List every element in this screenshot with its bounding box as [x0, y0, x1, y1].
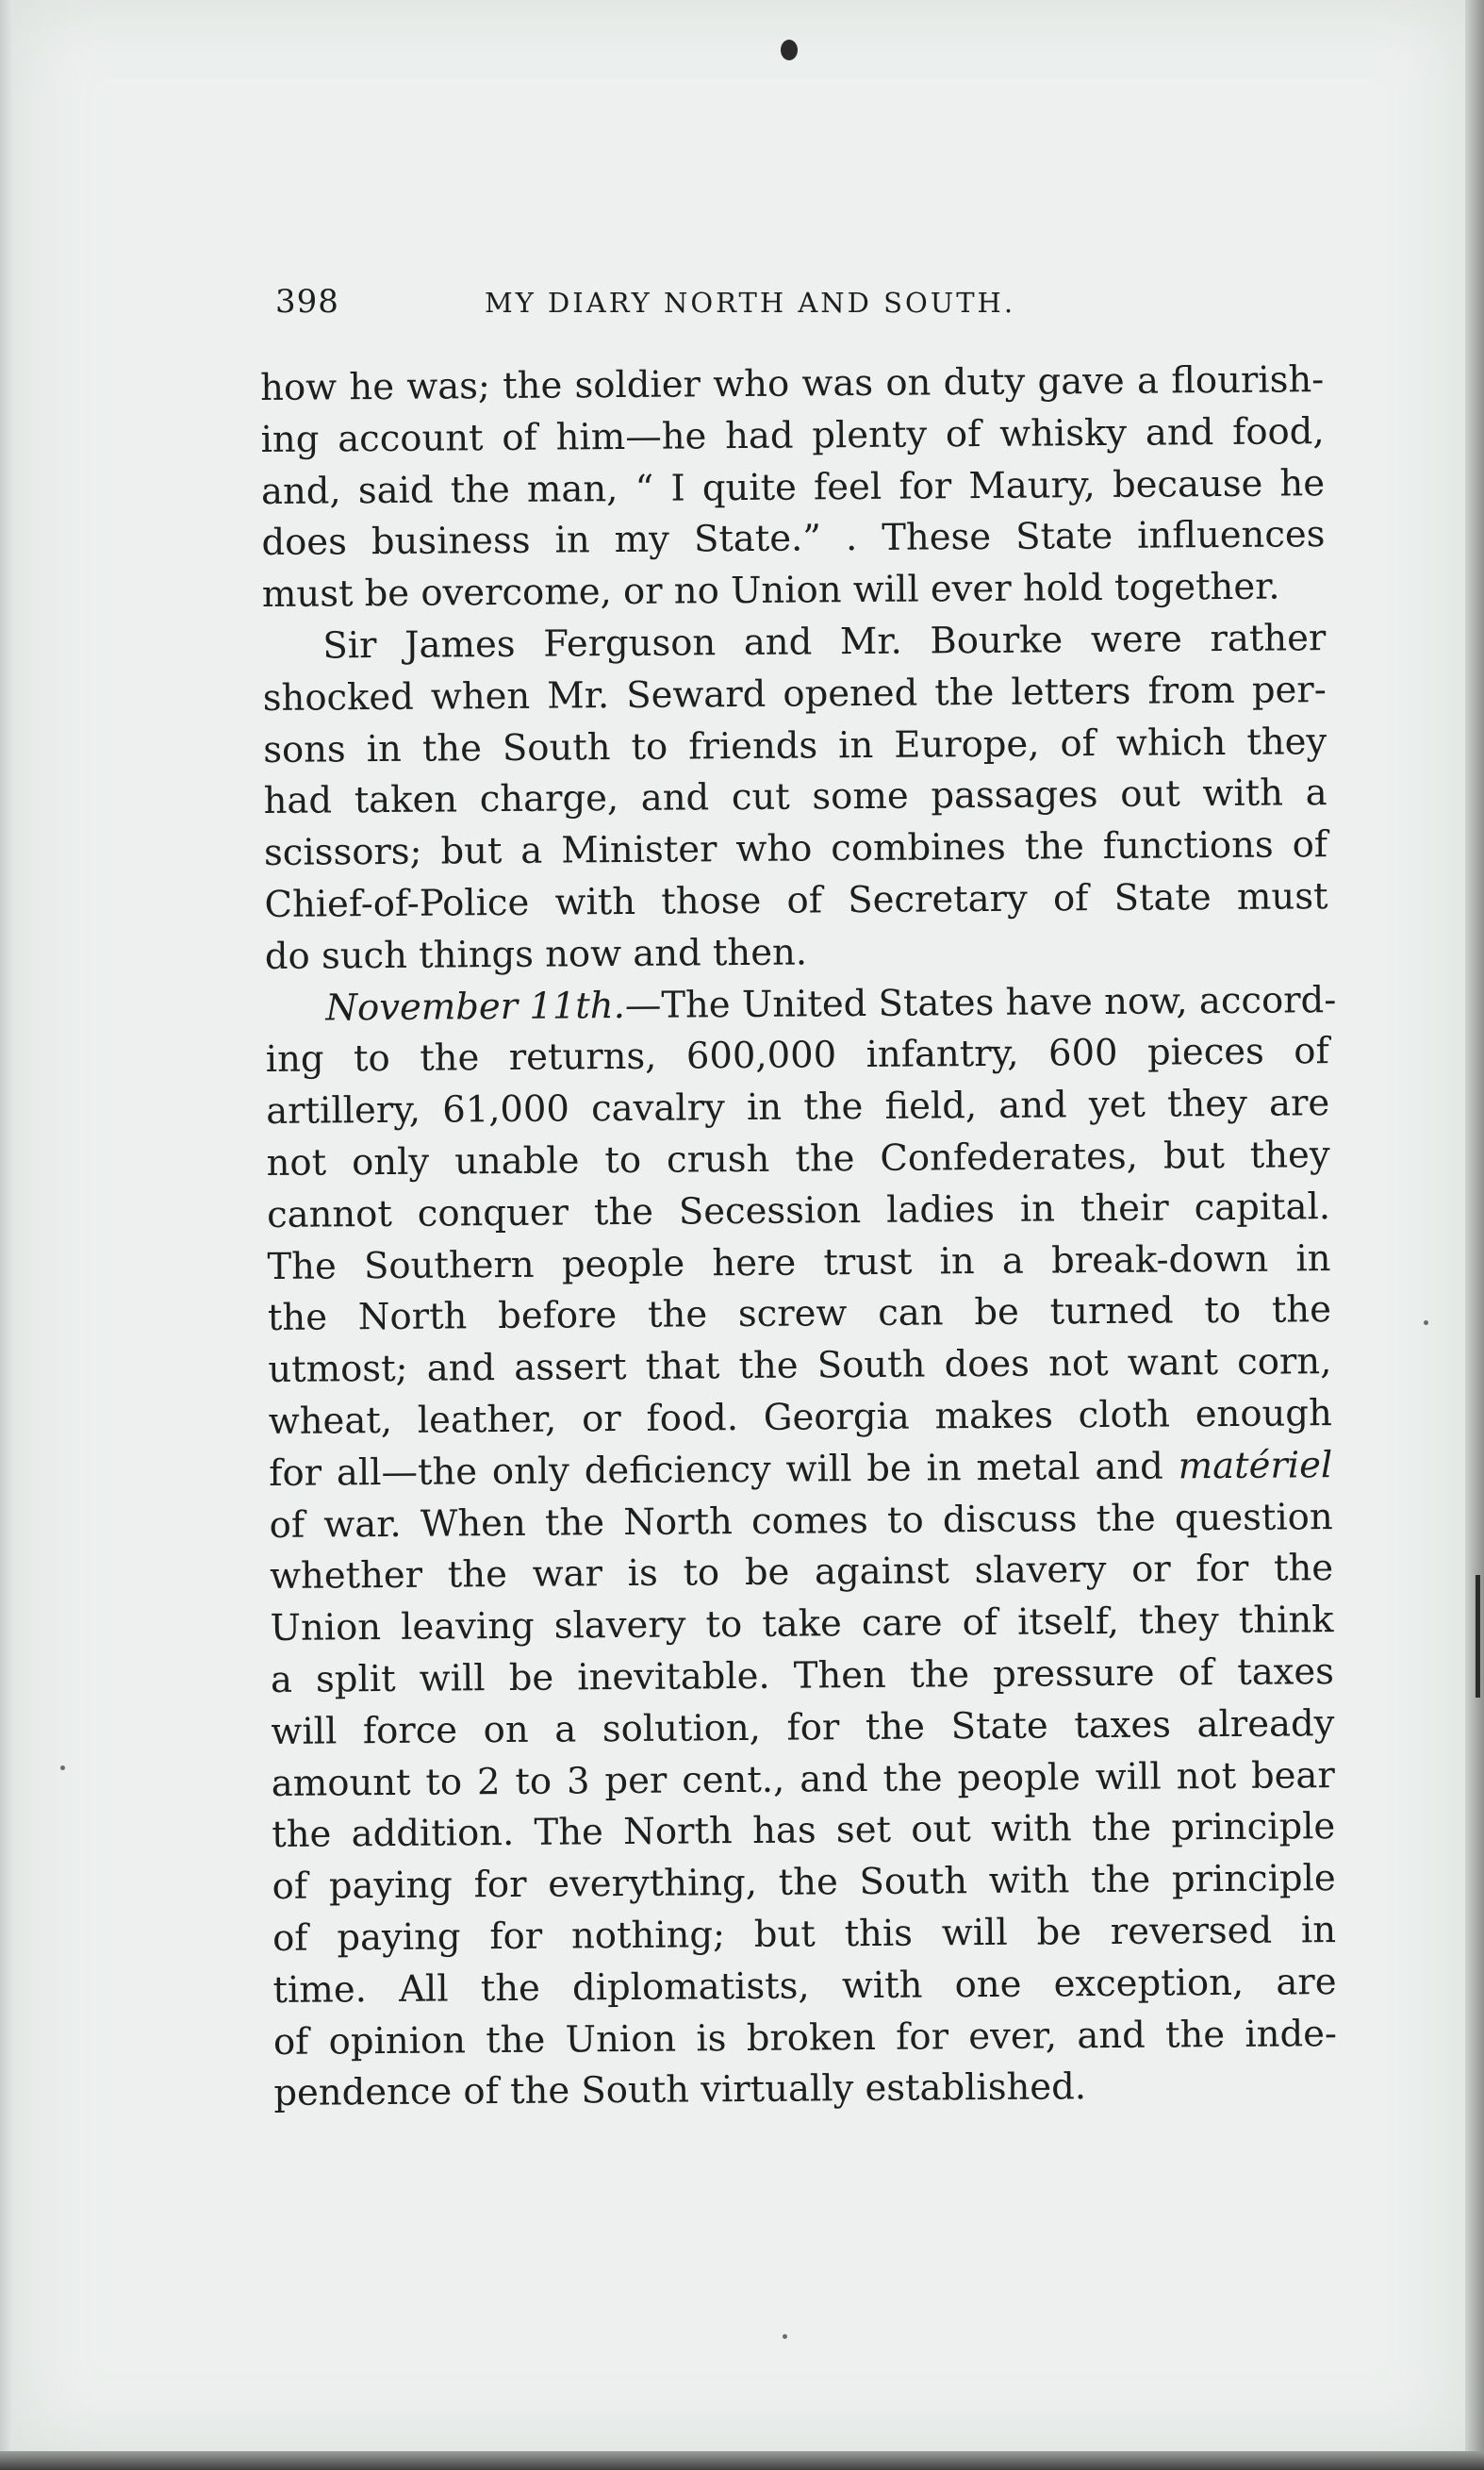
italic-word: matériel: [1178, 1443, 1333, 1488]
text-line: of paying for everything, the South with the principle: [272, 1857, 1336, 1909]
page-right-edge: [1465, 0, 1484, 2470]
text-line: The Southern people here trust in a break-down in: [267, 1236, 1331, 1288]
text-line: Union leaving slavery to take care of itself, they think: [270, 1599, 1334, 1650]
page-bottom-edge: [0, 2451, 1484, 2470]
text-line: pendence of the South virtually established.: [273, 2065, 1087, 2115]
edge-mark: [1476, 1575, 1480, 1698]
text-line: how he was; the soldier who was on duty gave a flourish-: [260, 358, 1325, 409]
text-line: of opinion the Union is broken for ever, and the inde-: [272, 2012, 1338, 2064]
text-line: Sir James Ferguson and Mr. Bourke were rather: [322, 617, 1327, 668]
text-line: does business in my State.” . These State influences: [261, 513, 1326, 565]
text-line: Chief-of-Police with those of Secretary of State must: [264, 875, 1328, 926]
text-line: artillery, 61,000 cavalry in the field, and yet they are: [266, 1082, 1330, 1134]
text-line: ing to the returns, 600,000 infantry, 600 pieces of: [265, 1030, 1329, 1082]
ink-speck: [1424, 1320, 1428, 1325]
text-line: and, said the man, “ I quite feel for Maury, because he: [260, 461, 1326, 513]
spine-shadow: [0, 0, 13, 2470]
text-line: [265, 975, 1337, 1036]
text-line: do such things now and then.: [264, 931, 808, 978]
text-line: utmost; and assert that the South does not want corn,: [268, 1340, 1332, 1392]
page-number: 398: [275, 283, 339, 321]
page-header: [275, 283, 1124, 340]
text-line: of paying for nothing; but this will be reversed in: [272, 1908, 1337, 1960]
ink-blot: [781, 40, 798, 60]
text-line: will force on a solution, for the State taxes already: [271, 1701, 1335, 1753]
text-line: time. All the diplomatists, with one exception, are: [272, 1960, 1337, 2012]
text-line: sons in the South to friends in Europe, of which they: [263, 720, 1327, 771]
text-line: the North before the screw can be turned to the: [267, 1288, 1332, 1340]
running-title: MY DIARY NORTH AND SOUTH.: [485, 287, 1016, 319]
ink-speck: [60, 1765, 65, 1770]
text-line: must be overcome, or no Union will ever hold together.: [261, 565, 1280, 617]
text-line: ing account of him—he had plenty of whisky and food,: [260, 409, 1325, 461]
text-line: of war. When the North comes to discuss the question: [269, 1495, 1333, 1547]
text-segment: for all—the only deficiency will be in metal and: [269, 1445, 1164, 1495]
body-text: [260, 355, 1338, 2120]
text-line: not only unable to crush the Confederates, but they: [266, 1134, 1330, 1185]
text-line: a split will be inevitable. Then the pressure of taxes: [270, 1650, 1335, 1701]
text-line: the addition. The North has set out with the principle: [272, 1805, 1336, 1857]
text-line: amount to 2 to 3 per cent., and the people will not bear: [271, 1753, 1335, 1805]
ink-speck: [783, 2334, 787, 2339]
text-line: scissors; but a Minister who combines the functions of: [263, 823, 1328, 875]
text-line: cannot conquer the Secession ladies in their capital.: [266, 1185, 1331, 1236]
text-line: [269, 1440, 1332, 1500]
date-heading: November 11th.: [325, 984, 626, 1030]
text-segment: —The United States have now, accord-: [624, 978, 1337, 1027]
text-line: had taken charge, and cut some passages out with a: [263, 771, 1327, 823]
text-line: whether the war is to be against slavery or for the: [269, 1547, 1334, 1599]
text-line: wheat, leather, or food. Georgia makes cloth enough: [268, 1392, 1332, 1443]
text-line: shocked when Mr. Seward opened the letters from per-: [262, 668, 1327, 720]
